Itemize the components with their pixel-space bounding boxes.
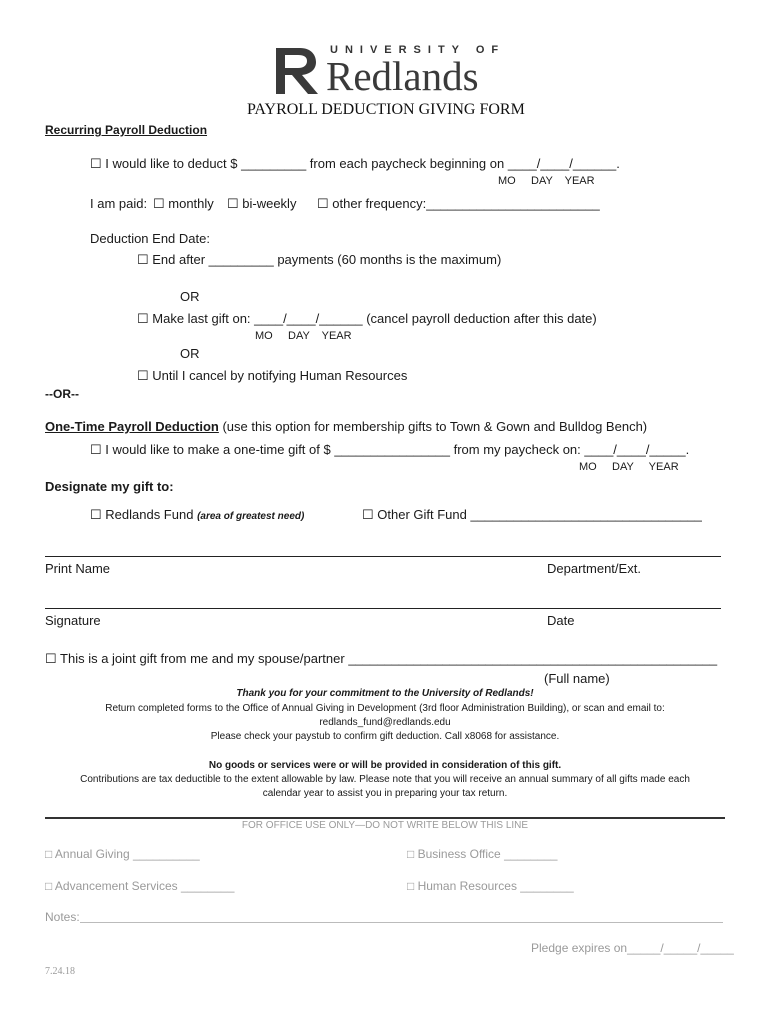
joint-gift-checkbox[interactable]: ☐ This is a joint gift from me and my spouse/partner ___________________________________________________	[45, 651, 718, 666]
redlands-fund-note: (area of greatest need)	[197, 511, 305, 522]
logo-redlands-text: Redlands	[326, 53, 479, 99]
no-goods-note: No goods or services were or will be provided in consideration of this gift.	[208, 760, 562, 771]
full-name-label: (Full name)	[544, 671, 610, 686]
form-title: PAYROLL DEDUCTION GIVING FORM	[247, 101, 525, 118]
until-cancel-checkbox[interactable]: ☐ Until I cancel by notifying Human Resources	[137, 368, 408, 383]
signature-label: Signature	[45, 613, 101, 628]
print-name-label: Print Name	[45, 561, 111, 576]
monthly-checkbox[interactable]: ☐ monthly	[153, 196, 214, 211]
other-gift-fund-checkbox[interactable]: ☐ Other Gift Fund ________________________________	[362, 507, 702, 522]
designate-heading: Designate my gift to:	[45, 479, 174, 494]
university-logo-mark	[270, 44, 322, 96]
date-label: Date	[547, 613, 575, 628]
advancement-services-checkbox[interactable]: □ Advancement Services ________	[45, 879, 235, 893]
last-gift-checkbox[interactable]: ☐ Make last gift on: ____/____/______ (cancel payroll deduction after this date)	[137, 311, 597, 326]
onetime-heading-note: (use this option for membership gifts to Town & Gown and Bulldog Bench)	[218, 419, 648, 434]
business-office-checkbox[interactable]: □ Business Office ________	[407, 847, 558, 861]
end-date-label: Deduction End Date:	[90, 231, 210, 246]
office-divider	[45, 817, 725, 819]
form-version: 7.24.18	[45, 966, 75, 977]
human-resources-checkbox[interactable]: □ Human Resources ________	[407, 879, 574, 893]
biweekly-checkbox[interactable]: ☐ bi-weekly	[227, 196, 297, 211]
onetime-date-labels: MO DAY YEAR	[579, 461, 679, 473]
or-label-2: OR	[180, 346, 200, 361]
thanks-text: Thank you for your commitment to the University of Redlands!	[236, 688, 534, 699]
pledge-expires-field[interactable]: Pledge expires on_____/_____/_____	[531, 941, 734, 955]
signature-line[interactable]	[45, 608, 721, 609]
notes-line[interactable]	[80, 922, 723, 923]
notes-label: Notes:	[45, 910, 80, 924]
or-divider: --OR--	[45, 387, 79, 401]
onetime-heading-row	[45, 419, 647, 434]
other-frequency-checkbox[interactable]: ☐ other frequency:________________________	[317, 196, 600, 211]
onetime-gift-line[interactable]: ☐ I would like to make a one-time gift of $ ________________ from my paycheck on: ____/____/_____.	[90, 442, 690, 457]
tax-note-1: Contributions are tax deductible to the extent allowable by law. Please note that you will receive an annual summary of all gifts made each	[80, 774, 690, 785]
office-use-header: FOR OFFICE USE ONLY—DO NOT WRITE BELOW THIS LINE	[241, 820, 529, 831]
annual-giving-checkbox[interactable]: □ Annual Giving __________	[45, 847, 200, 861]
onetime-heading: One-Time Payroll Deduction	[45, 419, 219, 434]
last-gift-date-labels: MO DAY YEAR	[255, 330, 352, 342]
paystub-note: Please check your paystub to confirm gift deduction. Call x8068 for assistance.	[210, 731, 560, 742]
print-name-line[interactable]	[45, 556, 721, 557]
recurring-heading: Recurring Payroll Deduction	[45, 123, 208, 137]
email-address: redlands_fund@redlands.edu	[319, 717, 451, 728]
redlands-fund-checkbox[interactable]	[90, 507, 304, 523]
tax-note-2: calendar year to assist you in preparing your tax return.	[262, 788, 508, 799]
redlands-fund-label: ☐ Redlands Fund	[90, 507, 194, 522]
recurring-deduct-line[interactable]: ☐ I would like to deduct $ _________ from each paycheck beginning on ____/____/______.	[90, 156, 620, 171]
or-label-1: OR	[180, 289, 200, 304]
logo-university-text: UNIVERSITY OF	[330, 44, 506, 56]
recurring-date-labels: MO DAY YEAR	[498, 175, 595, 187]
end-after-checkbox[interactable]: ☐ End after _________ payments (60 months is the maximum)	[137, 252, 502, 267]
paid-label: I am paid:	[90, 196, 148, 211]
department-label: Department/Ext.	[547, 561, 641, 576]
return-instructions: Return completed forms to the Office of Annual Giving in Development (3rd floor Administration Building), or scan and email to:	[105, 703, 665, 714]
